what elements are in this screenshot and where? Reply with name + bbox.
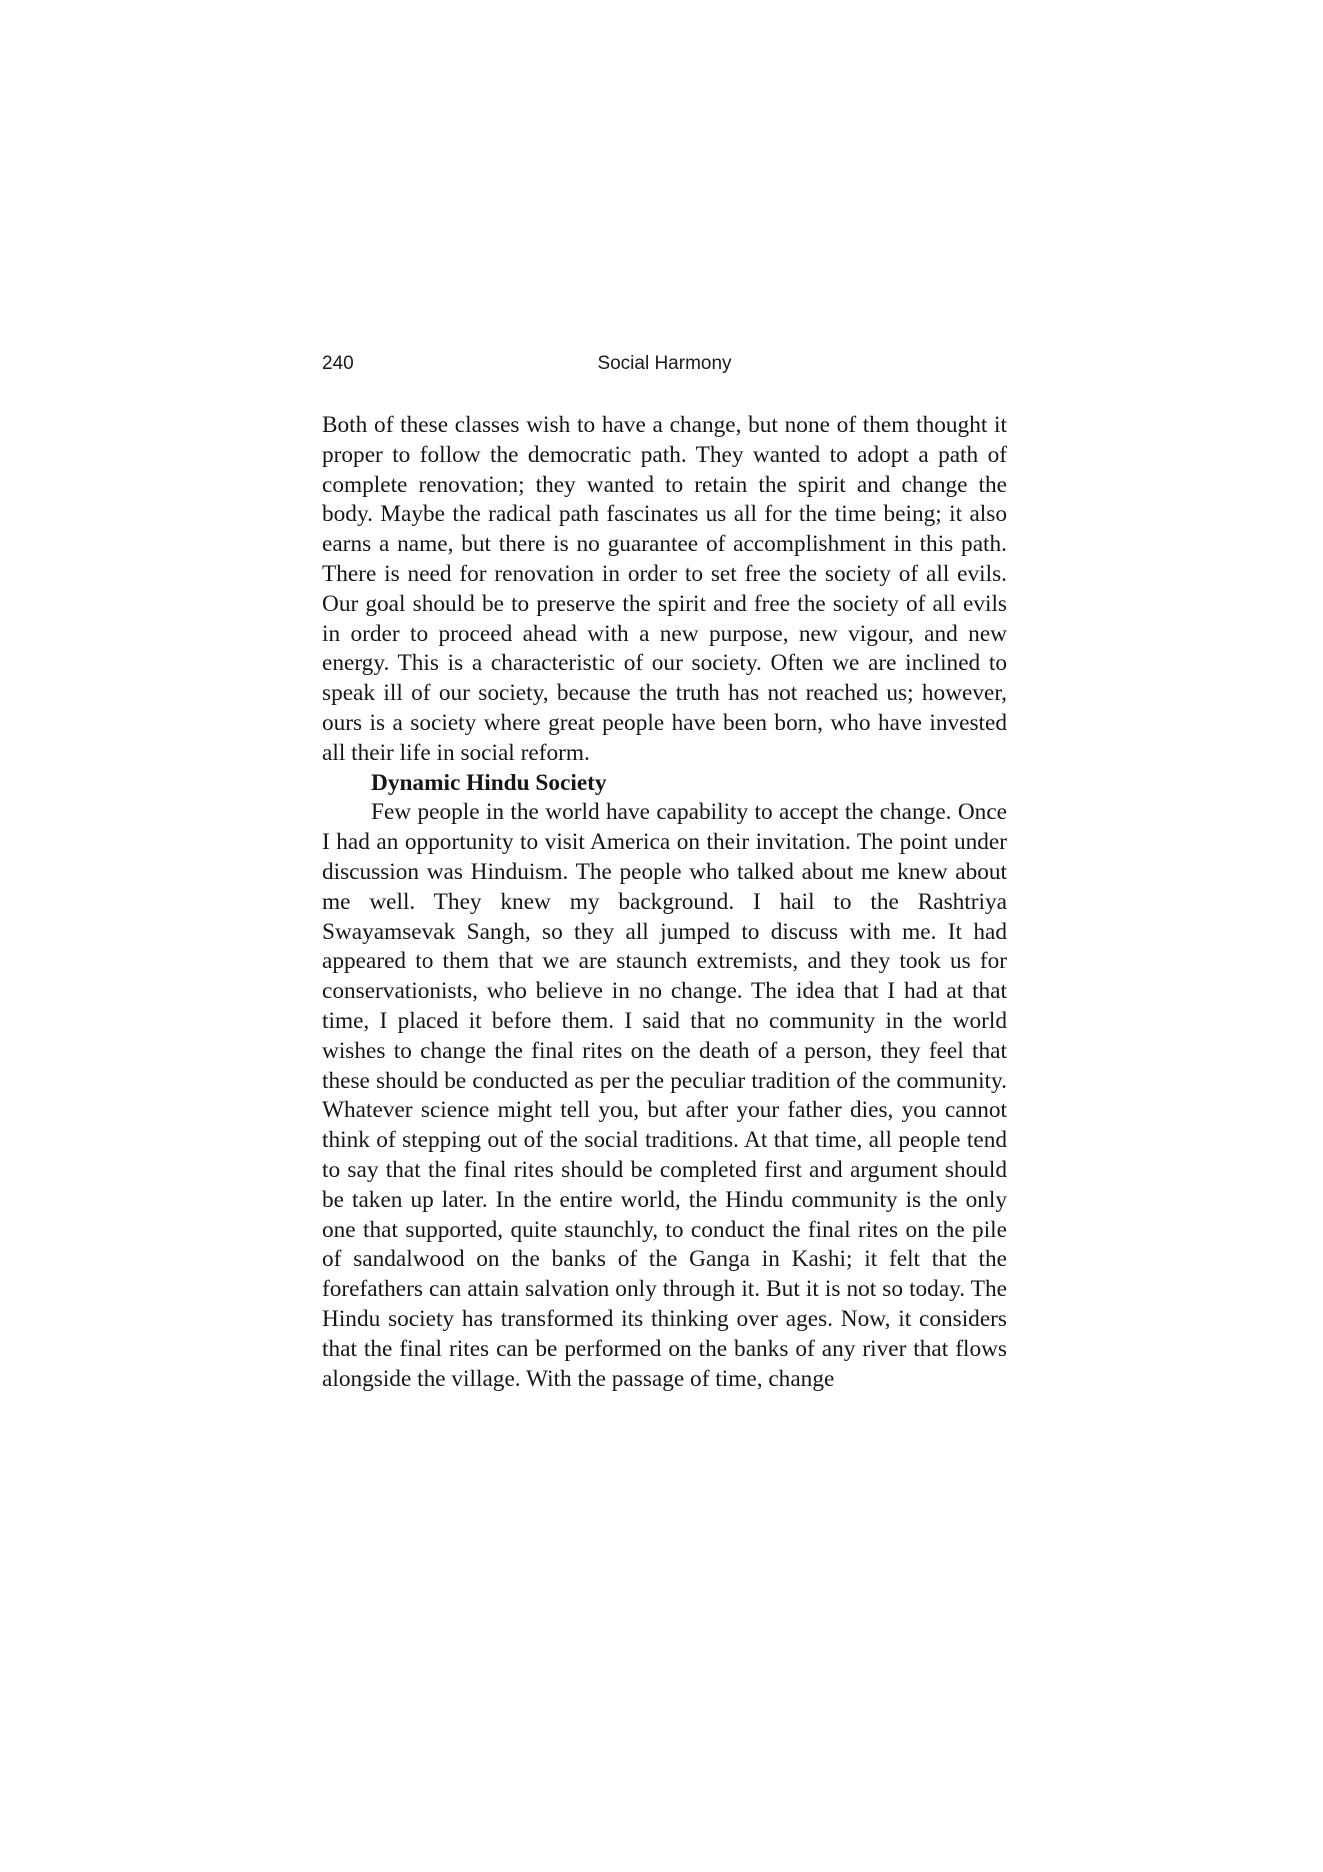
paragraph: Few people in the world have capability to accept the change. Once I had an opportunity to visit America on their invitation. The point under discussion was Hinduism. The people who talked about me knew about me well. They knew my background. I hail to the Rashtriya Swayamsevak Sangh, so they all jumped to discuss with me. It had appeared to them that we are staunch extremists, and they took us for conservationists, who believe in no change. The idea that I had at that time, I placed it before them. I said that no community in the world wishes to change the final rites on the death of a person, they feel that these should be conducted as per the peculiar tradition of the community. Whatever science might tell you, but after your father dies, you cannot think of stepping out of the social traditions. At that time, all people tend to say that the final rites should be completed first and argument should be taken up later. In the entire world, the Hindu community is the only one that supported, quite staunchly, to conduct the final rites on the pile of sandalwood on the banks of the Ganga in Kashi; it felt that the forefathers can attain salvation only through it. But it is not so today. The Hindu society has transformed its thinking over ages. Now, it considers that the final rites can be performed on the banks of any river that flows alongside the village. With the passage of time, change [322,799,1007,1392]
page-number: 240 [322,353,354,374]
body-text [322,411,1007,1394]
running-title: Social Harmony [597,353,732,374]
running-header [322,353,1007,383]
paragraph: Both of these classes wish to have a change, but none of them thought it proper to follow the democratic path. They wanted to adopt a path of complete renovation; they wanted to retain the spirit and change the body. Maybe the radical path fascinates us all for the time being; it also earns a name, but there is no guarantee of accomplishment in this path. There is need for renovation in order to set free the society of all evils. Our goal should be to preserve the spirit and free the society of all evils in order to proceed ahead with a new purpose, new vigour, and new energy. This is a characteristic of our society. Often we are inclined to speak ill of our society, because the truth has not reached us; however, ours is a society where great people have been born, who have invested all their life in social reform. [322,412,1007,766]
section-heading: Dynamic Hindu Society [371,769,607,796]
